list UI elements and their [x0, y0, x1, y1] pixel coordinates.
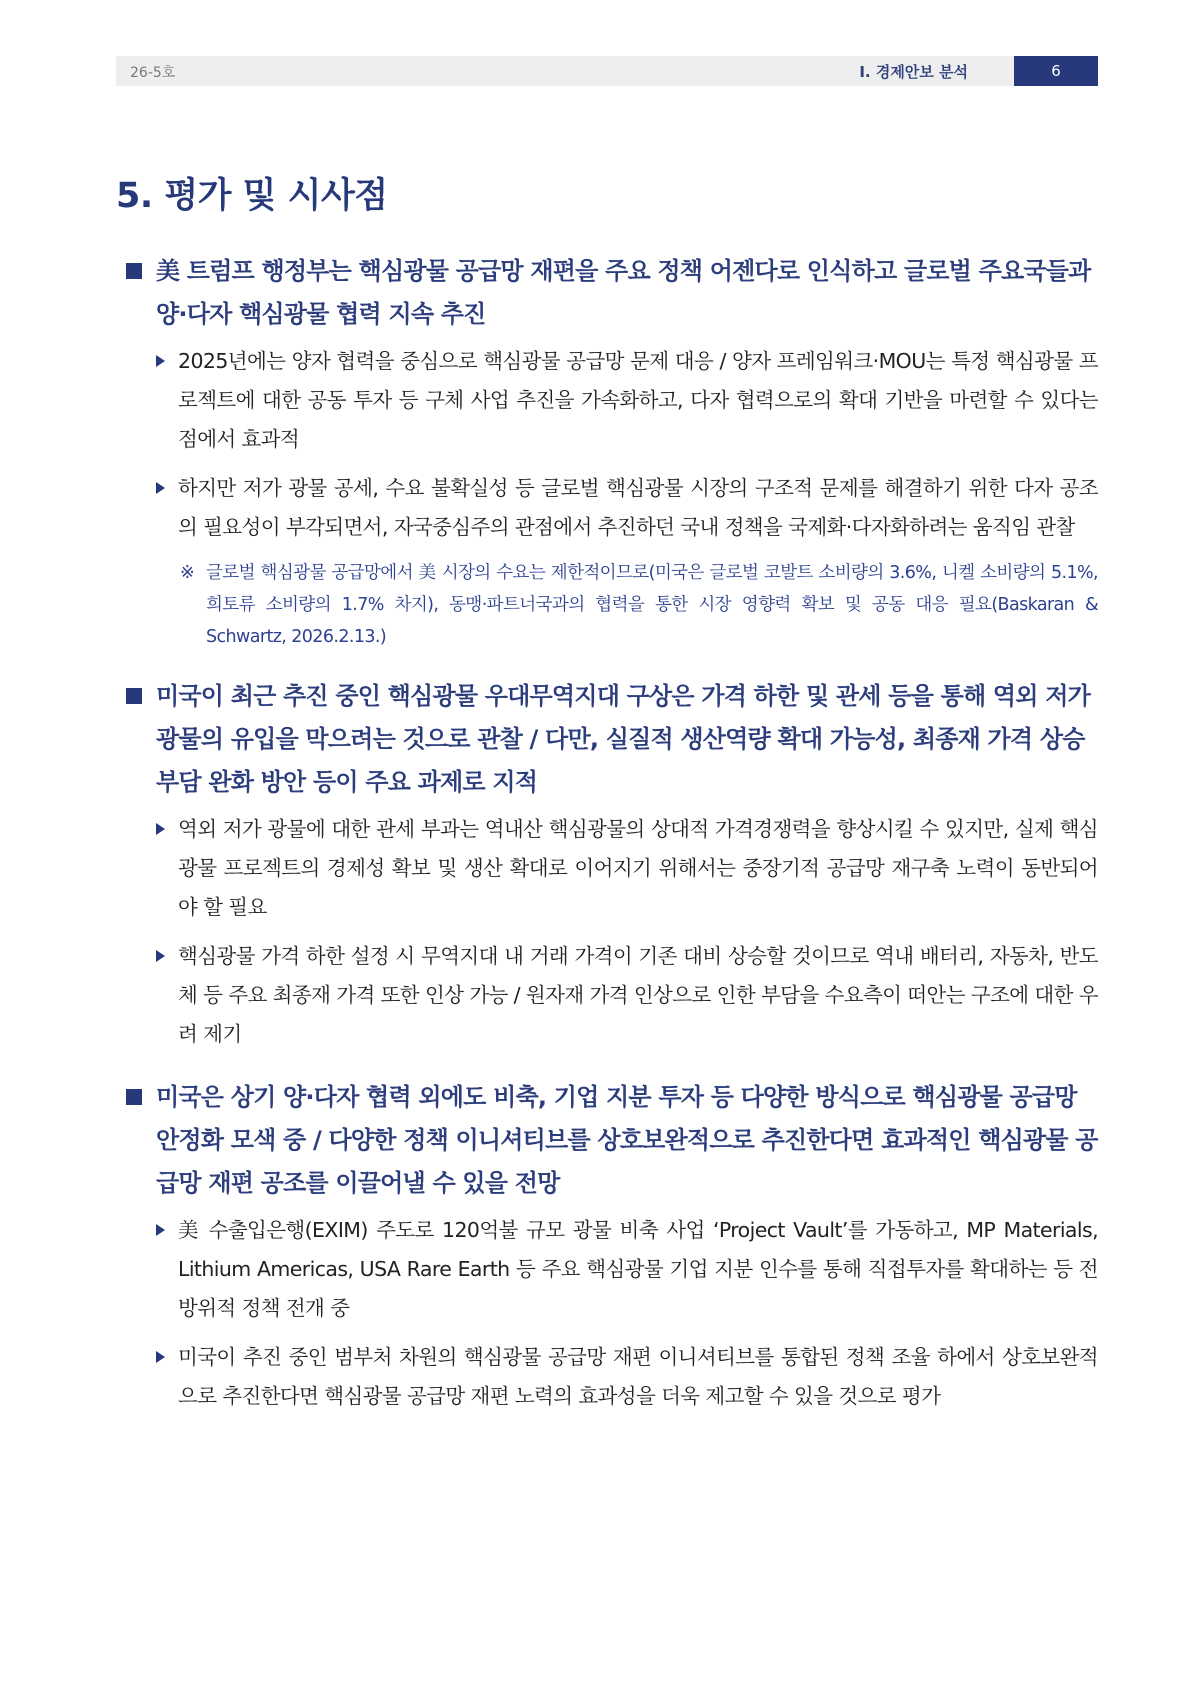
- section-heading-text: 美 트럼프 행정부는 핵심광물 공급망 재편을 주요 정책 어젠다로 인식하고 글로벌 주요국들과 양·다자 핵심광물 협력 지속 추진: [156, 257, 1091, 328]
- triangle-bullet-icon: [156, 950, 165, 962]
- bullet-text: 2025년에는 양자 협력을 중심으로 핵심광물 공급망 문제 대응 / 양자 프레임워크·MOU는 특정 핵심광물 프로젝트에 대한 공동 투자 등 구체 사업 추진을 가속화하고, 다자 협력으로의 확대 기반을 마련할 수 있다는 점에서 효과적: [178, 349, 1098, 451]
- page-number: 6: [1014, 56, 1098, 86]
- bullet-text: 역외 저가 광물에 대한 관세 부과는 역내산 핵심광물의 상대적 가격경쟁력을 향상시킬 수 있지만, 실제 핵심광물 프로젝트의 경제성 확보 및 생산 확대로 이어지기 위해서는 중장기적 공급망 재구축 노력이 동반되어야 할 필요: [178, 817, 1098, 919]
- bullet-item: [126, 1211, 1098, 1328]
- bullet-item: [126, 469, 1098, 547]
- section-heading: [126, 1076, 1098, 1205]
- square-bullet-icon: [126, 1089, 142, 1105]
- section-2: [126, 675, 1098, 1054]
- section-heading: [126, 250, 1098, 336]
- triangle-bullet-icon: [156, 482, 165, 494]
- triangle-bullet-icon: [156, 1224, 165, 1236]
- bullet-item: [126, 1338, 1098, 1416]
- square-bullet-icon: [126, 263, 142, 279]
- issue-number: 26-5호: [130, 65, 176, 81]
- bullet-text: 美 수출입은행(EXIM) 주도로 120억불 규모 광물 비축 사업 ‘Project Vault’를 가동하고, MP Materials, Lithium Americas, USA Rare Earth 등 주요 핵심광물 기업 지분 인수를 통해 직접투자를 확대하는 등 전방위적 정책 전개 중: [178, 1218, 1098, 1320]
- bullet-item: [126, 937, 1098, 1054]
- content: [126, 250, 1098, 1438]
- triangle-bullet-icon: [156, 823, 165, 835]
- footnote: [126, 557, 1098, 653]
- bullet-text: 하지만 저가 광물 공세, 수요 불확실성 등 글로벌 핵심광물 시장의 구조적 문제를 해결하기 위한 다자 공조의 필요성이 부각되면서, 자국중심주의 관점에서 추진하던 국내 정책을 국제화·다자화하려는 움직임 관찰: [178, 476, 1098, 539]
- section-heading-text: 미국은 상기 양·다자 협력 외에도 비축, 기업 지분 투자 등 다양한 방식으로 핵심광물 공급망 안정화 모색 중 / 다양한 정책 이니셔티브를 상호보완적으로 추진한다면 효과적인 핵심광물 공급망 재편 공조를 이끌어낼 수 있을 전망: [156, 1083, 1098, 1197]
- reference-mark-icon: ※: [180, 563, 195, 583]
- page-title: 5. 평가 및 시사점: [116, 176, 388, 216]
- bullet-item: [126, 342, 1098, 459]
- triangle-bullet-icon: [156, 355, 165, 367]
- bullet-text: 미국이 추진 중인 범부처 차원의 핵심광물 공급망 재편 이니셔티브를 통합된 정책 조율 하에서 상호보완적으로 추진한다면 핵심광물 공급망 재편 노력의 효과성을 더욱 제고할 수 있을 것으로 평가: [178, 1345, 1098, 1408]
- section-1: [126, 250, 1098, 653]
- section-name: Ⅰ. 경제안보 분석: [859, 63, 968, 81]
- section-heading-text: 미국이 최근 추진 중인 핵심광물 우대무역지대 구상은 가격 하한 및 관세 등을 통해 역외 저가 광물의 유입을 막으려는 것으로 관찰 / 다만, 실질적 생산역량 확대 가능성, 최종재 가격 상승 부담 완화 방안 등이 주요 과제로 지적: [156, 682, 1090, 796]
- section-heading: [126, 675, 1098, 804]
- page-header: [116, 56, 1098, 86]
- triangle-bullet-icon: [156, 1351, 165, 1363]
- square-bullet-icon: [126, 688, 142, 704]
- footnote-text: 글로벌 핵심광물 공급망에서 美 시장의 수요는 제한적이므로(미국은 글로벌 코발트 소비량의 3.6%, 니켈 소비량의 5.1%, 희토류 소비량의 1.7% 차지), 동맹·파트너국과의 협력을 통한 시장 영향력 확보 및 공동 대응 필요(Baskaran & Schwartz, 2026.2.13.): [206, 563, 1098, 647]
- bullet-item: [126, 810, 1098, 927]
- bullet-text: 핵심광물 가격 하한 설정 시 무역지대 내 거래 가격이 기존 대비 상승할 것이므로 역내 배터리, 자동차, 반도체 등 주요 최종재 가격 또한 인상 가능 / 원자재 가격 인상으로 인한 부담을 수요측이 떠안는 구조에 대한 우려 제기: [178, 944, 1098, 1046]
- section-3: [126, 1076, 1098, 1416]
